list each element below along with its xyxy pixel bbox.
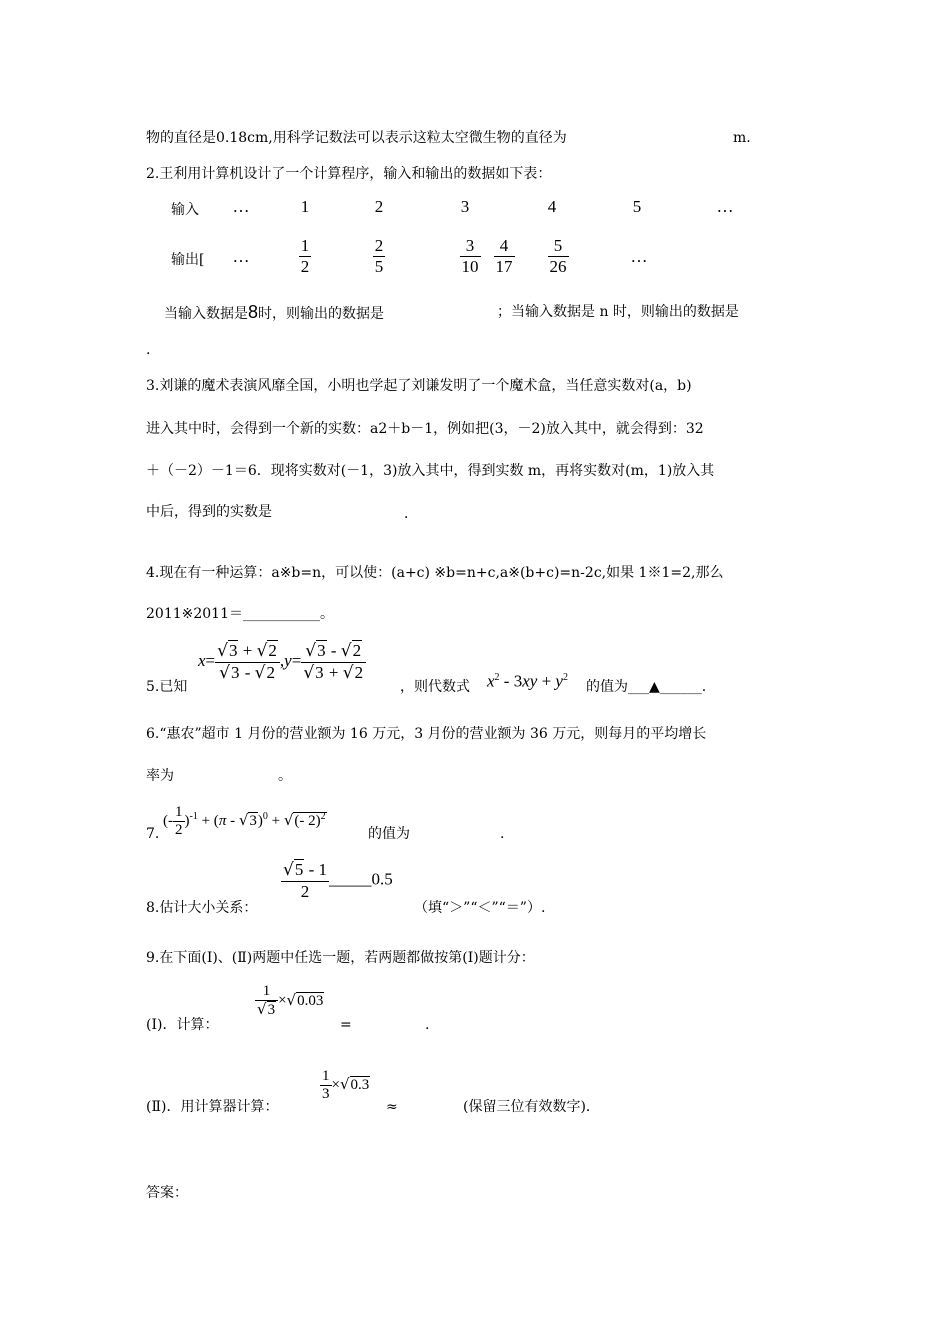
q7-prefix: 7. [146, 826, 160, 842]
q8-formula: $\frac{√5 - 1}{2}$ _____0.5 [283, 860, 393, 901]
q7-end: . [500, 826, 505, 842]
q2-question-line: 当输入数据是8时，则输出的数据是 [164, 302, 385, 322]
q2-input-4: 4 [547, 197, 557, 216]
q2-output-2: $\frac{2}{5}$ [374, 236, 384, 276]
q2-input-ellipsis-end: … [716, 197, 734, 216]
triangle-icon: ▲ [649, 679, 660, 695]
q8-suffix: （填“＞”“＜”“＝”）. [414, 900, 546, 916]
q2-period: . [146, 342, 151, 358]
q3-line-4-end: ． [404, 506, 418, 522]
q2-text: 2.王利用计算机设计了一个计算程序，输入和输出的数据如下表： [146, 166, 552, 182]
q9-text: 9.在下面(Ⅰ)、(Ⅱ)两题中任选一题，若两题都做按第(Ⅰ)题计分： [146, 950, 535, 966]
q9-part1-formula: $\frac{1}{√3}$ ×√0.03 [257, 983, 324, 1019]
q3-line-4: 中后，得到的实数是 [146, 504, 272, 520]
q7-formula: (- $\frac{1}{2}$ )$^{-1}$ + (π - √3)$^0$ + √(- 2)$^2$ [163, 804, 326, 839]
q6-line-1: 6.“惠农”超市 1 月份的营业额为 16 万元，3 月份的营业额为 36 万元，则每月的平均增长 [146, 726, 707, 742]
q2-number-8: 8 [248, 302, 259, 322]
q5-formula: x= $\frac{√3 + √2}{√3 - √2}$ ,y= $\frac{√3 - √2}{√3 + √2}$ [198, 641, 366, 683]
q1-line [146, 128, 567, 148]
q9-part1-label: (Ⅰ)．计算： [146, 1017, 219, 1033]
q2-input-label: 输入 [171, 202, 199, 218]
q2-input-2: 2 [374, 197, 384, 216]
q5-suffix: 的值为___▲______. [586, 679, 707, 695]
q9-part1-end: . [425, 1017, 430, 1033]
q2-output-label: 输出[ [171, 252, 205, 268]
q1-unit: m. [733, 130, 751, 146]
q9-part1-equals: = [340, 1017, 352, 1033]
q3-line-2: 进入其中时，会得到一个新的实数：a2＋b－1，例如把(3，－2)放入其中，就会得到：32 [146, 421, 704, 437]
q9-part2-note: (保留三位有效数字)． [463, 1099, 600, 1115]
q7-suffix: 的值为 [368, 826, 410, 842]
q2-input-3: 3 [460, 197, 470, 216]
answer-label: 答案： [146, 1185, 188, 1201]
q1-text: 物的直径是0.18cm,用科学记数法可以表示这粒太空微生物的直径为 [146, 130, 567, 146]
q4-line-2: 2011※2011＝___________。 [146, 606, 334, 622]
q2-output-ellipsis-start: … [232, 247, 250, 266]
q9-part2-approx: ≈ [386, 1099, 398, 1115]
q3-line-3: ＋（－2）－1＝6．现将实数对(－1，3)放入其中，得到实数 m，再将实数对(m，1)放入其 [146, 463, 715, 479]
q5-mid: ，则代数式 [400, 679, 470, 695]
q8-prefix: 8.估计大小关系： [146, 900, 258, 916]
q2-output-3: $\frac{3}{10}$ [461, 236, 479, 276]
q3-line-1: 3.刘谦的魔术表演风靡全国，小明也学起了刘谦发明了一个魔术盒，当任意实数对(a，b) [146, 378, 692, 394]
q2-input-1: 1 [300, 197, 310, 216]
q6-line-2-end: 。 [278, 768, 292, 784]
q4-line-1: 4.现在有一种运算：a※b=n，可以使：(a+c) ※b=n+c,a※(b+c)=n-2c,如果 1※1=2,那么 [146, 565, 724, 581]
q2-output-ellipsis-end: … [630, 247, 648, 266]
q2-output-4: $\frac{4}{17}$ [495, 236, 513, 276]
q2-question-line-2: ；当输入数据是 n 时，则输出的数据是 [497, 304, 739, 320]
q2-output-1: $\frac{1}{2}$ [300, 236, 310, 276]
q6-line-2: 率为 [146, 768, 174, 784]
q5-prefix: 5.已知 [146, 679, 188, 695]
q9-part2-label: (Ⅱ)．用计算器计算： [146, 1099, 279, 1115]
q2-output-5: $\frac{5}{26}$ [549, 236, 567, 276]
q2-input-ellipsis-start: … [232, 197, 250, 216]
q2-input-5: 5 [632, 197, 642, 216]
q9-part2-formula: $\frac{1}{3}$ ×√0.3 [322, 1068, 370, 1103]
q5-expression: $x^2 - 3xy + y^2$ [487, 671, 568, 691]
